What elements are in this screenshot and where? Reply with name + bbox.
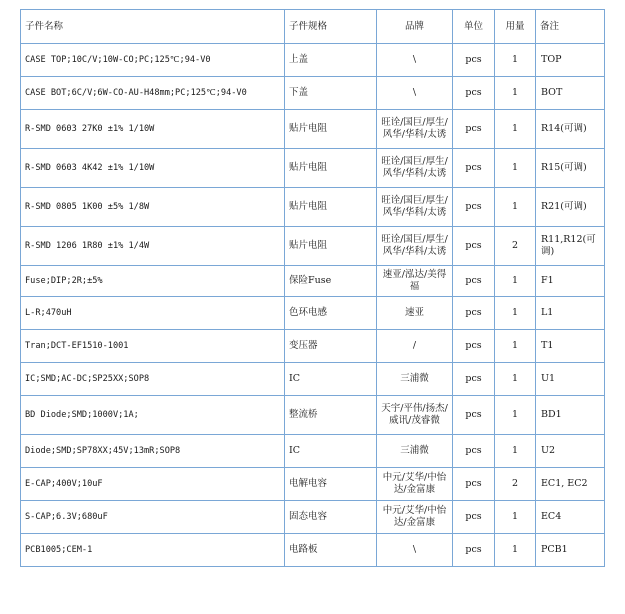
table-row [21, 110, 605, 149]
cell-name: CASE TOP;10C/V;10W-CO;PC;125℃;94-V0 [21, 44, 285, 77]
cell-spec: 贴片电阻 [285, 188, 377, 227]
cell-qty: 2 [495, 227, 536, 266]
table-row [21, 501, 605, 534]
cell-name: R-SMD 0805 1K00 ±5% 1/8W [21, 188, 285, 227]
cell-note: U1 [536, 363, 605, 396]
header-spec: 子件规格 [285, 10, 377, 44]
cell-spec: 上盖 [285, 44, 377, 77]
cell-name: S-CAP;6.3V;680uF [21, 501, 285, 534]
cell-qty: 1 [495, 396, 536, 435]
cell-note: R15(可调) [536, 149, 605, 188]
cell-unit: pcs [453, 534, 495, 567]
cell-qty: 1 [495, 44, 536, 77]
cell-note: TOP [536, 44, 605, 77]
cell-note: R11,R12(可调) [536, 227, 605, 266]
bom-table [20, 9, 605, 567]
cell-qty: 1 [495, 188, 536, 227]
table-row [21, 149, 605, 188]
table-row [21, 396, 605, 435]
cell-spec: 色环电感 [285, 297, 377, 330]
cell-qty: 1 [495, 110, 536, 149]
cell-spec: 保险Fuse [285, 266, 377, 297]
cell-brand: 天宇/平伟/扬杰/威讯/茂睿微 [377, 396, 453, 435]
header-qty: 用量 [495, 10, 536, 44]
cell-unit: pcs [453, 149, 495, 188]
cell-brand: 旺诠/国巨/厚生/风华/华科/太诱 [377, 149, 453, 188]
header-name: 子件名称 [21, 10, 285, 44]
cell-spec: 下盖 [285, 77, 377, 110]
cell-unit: pcs [453, 266, 495, 297]
cell-note: F1 [536, 266, 605, 297]
cell-note: L1 [536, 297, 605, 330]
cell-unit: pcs [453, 396, 495, 435]
cell-unit: pcs [453, 77, 495, 110]
cell-note: EC4 [536, 501, 605, 534]
table-row [21, 330, 605, 363]
cell-brand: 旺诠/国巨/厚生/风华/华科/太诱 [377, 227, 453, 266]
table-row [21, 534, 605, 567]
table-row [21, 363, 605, 396]
cell-note: R14(可调) [536, 110, 605, 149]
cell-unit: pcs [453, 188, 495, 227]
cell-name: Tran;DCT-EF1510-1001 [21, 330, 285, 363]
cell-spec: IC [285, 363, 377, 396]
cell-spec: 电路板 [285, 534, 377, 567]
cell-name: IC;SMD;AC-DC;SP25XX;SOP8 [21, 363, 285, 396]
cell-spec: 电解电容 [285, 468, 377, 501]
cell-brand: 速亚 [377, 297, 453, 330]
cell-qty: 1 [495, 435, 536, 468]
cell-qty: 1 [495, 266, 536, 297]
cell-spec: 变压器 [285, 330, 377, 363]
cell-qty: 1 [495, 330, 536, 363]
cell-unit: pcs [453, 110, 495, 149]
cell-qty: 1 [495, 363, 536, 396]
cell-brand: 旺诠/国巨/厚生/风华/华科/太诱 [377, 110, 453, 149]
cell-brand: \ [377, 534, 453, 567]
header-brand: 品牌 [377, 10, 453, 44]
cell-unit: pcs [453, 297, 495, 330]
cell-note: U2 [536, 435, 605, 468]
cell-name: Fuse;DIP;2R;±5% [21, 266, 285, 297]
table-row [21, 227, 605, 266]
cell-unit: pcs [453, 501, 495, 534]
cell-unit: pcs [453, 330, 495, 363]
cell-brand: \ [377, 77, 453, 110]
cell-qty: 2 [495, 468, 536, 501]
cell-unit: pcs [453, 363, 495, 396]
cell-name: PCB1005;CEM-1 [21, 534, 285, 567]
table-row [21, 77, 605, 110]
cell-spec: IC [285, 435, 377, 468]
cell-spec: 贴片电阻 [285, 110, 377, 149]
cell-brand: 速亚/泓达/美得福 [377, 266, 453, 297]
table-row [21, 297, 605, 330]
header-note: 备注 [536, 10, 605, 44]
cell-brand: 旺诠/国巨/厚生/风华/华科/太诱 [377, 188, 453, 227]
cell-spec: 贴片电阻 [285, 227, 377, 266]
cell-unit: pcs [453, 44, 495, 77]
cell-unit: pcs [453, 227, 495, 266]
table-row [21, 266, 605, 297]
cell-brand: 三浦微 [377, 363, 453, 396]
cell-qty: 1 [495, 149, 536, 188]
cell-note: EC1, EC2 [536, 468, 605, 501]
cell-brand: / [377, 330, 453, 363]
table-row [21, 44, 605, 77]
table-row [21, 188, 605, 227]
table-header-row [21, 10, 605, 44]
cell-brand: 中元/艾华/中怡达/金富康 [377, 501, 453, 534]
cell-unit: pcs [453, 435, 495, 468]
cell-qty: 1 [495, 297, 536, 330]
cell-name: R-SMD 0603 4K42 ±1% 1/10W [21, 149, 285, 188]
cell-qty: 1 [495, 77, 536, 110]
cell-note: T1 [536, 330, 605, 363]
cell-spec: 贴片电阻 [285, 149, 377, 188]
cell-spec: 整流桥 [285, 396, 377, 435]
cell-note: BOT [536, 77, 605, 110]
cell-name: BD Diode;SMD;1000V;1A; [21, 396, 285, 435]
cell-spec: 固态电容 [285, 501, 377, 534]
cell-name: R-SMD 0603 27K0 ±1% 1/10W [21, 110, 285, 149]
cell-note: R21(可调) [536, 188, 605, 227]
cell-name: L-R;470uH [21, 297, 285, 330]
cell-name: CASE BOT;6C/V;6W-CO-AU-H48mm;PC;125℃;94-V0 [21, 77, 285, 110]
table-row [21, 468, 605, 501]
cell-brand: 中元/艾华/中怡达/金富康 [377, 468, 453, 501]
cell-note: PCB1 [536, 534, 605, 567]
cell-name: Diode;SMD;SP78XX;45V;13mR;SOP8 [21, 435, 285, 468]
cell-brand: 三浦微 [377, 435, 453, 468]
table-row [21, 435, 605, 468]
cell-qty: 1 [495, 501, 536, 534]
cell-name: E-CAP;400V;10uF [21, 468, 285, 501]
header-unit: 单位 [453, 10, 495, 44]
cell-name: R-SMD 1206 1R80 ±1% 1/4W [21, 227, 285, 266]
cell-qty: 1 [495, 534, 536, 567]
cell-note: BD1 [536, 396, 605, 435]
cell-brand: \ [377, 44, 453, 77]
cell-unit: pcs [453, 468, 495, 501]
